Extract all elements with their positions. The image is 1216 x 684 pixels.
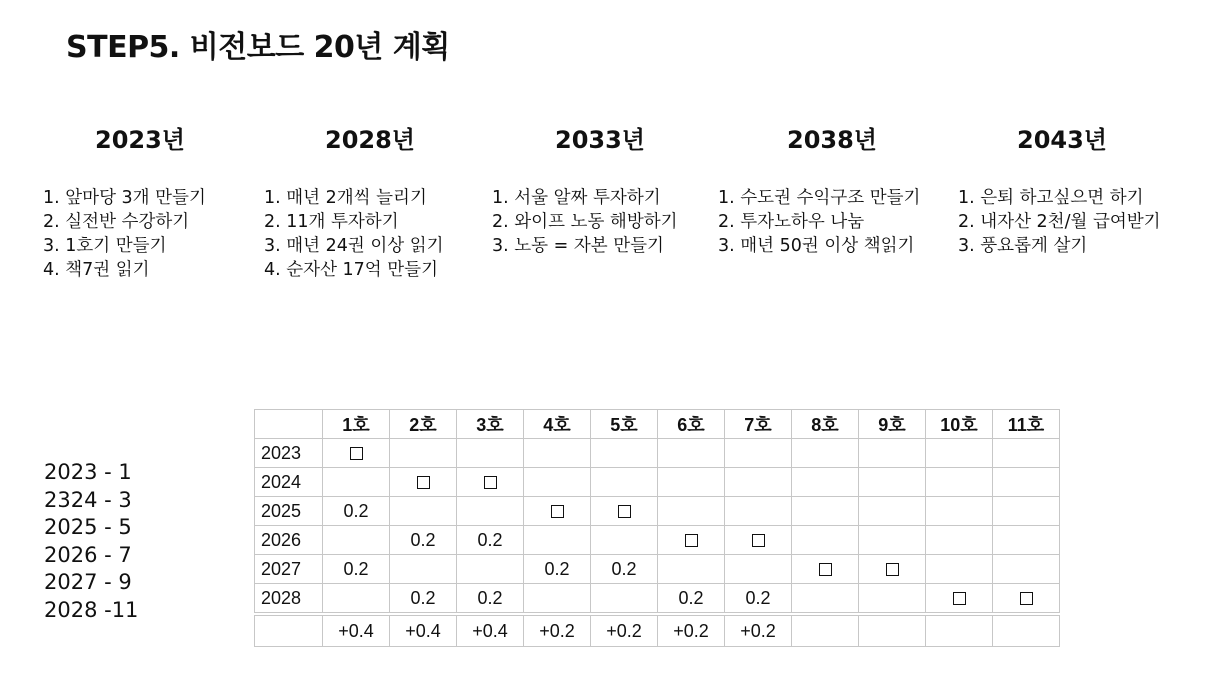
table-header-cell: 1호 [323,410,390,439]
table-cell [993,439,1060,468]
plan-item: 3. 1호기 만들기 [43,236,167,256]
table-cell [457,497,524,526]
table-cell [993,555,1060,584]
table-cell [859,584,926,615]
table-cell [993,584,1060,615]
table-cell [725,555,792,584]
table-cell [993,497,1060,526]
totals-label-cell [255,614,323,647]
plan-column-2038 [718,120,932,256]
table-cell [524,468,591,497]
table-cell [792,526,859,555]
checkbox-square-icon [685,534,698,547]
table-cell: 0.2 [457,526,524,555]
total-cell: +0.2 [524,614,591,647]
schedule-item: 2023 - 1 [44,460,132,484]
table-cell [658,526,725,555]
table-cell [457,468,524,497]
plan-item: 1. 은퇴 하고싶으면 하기 [958,188,1144,208]
table-cell [792,497,859,526]
table-cell [725,497,792,526]
table-cell: 0.2 [390,526,457,555]
table-cell [926,555,993,584]
table-cell: 0.2 [524,555,591,584]
table-cell [926,526,993,555]
row-year-cell: 2024 [255,468,323,497]
total-cell: +0.2 [591,614,658,647]
table-cell [859,497,926,526]
table-row [255,555,1060,584]
table-cell [457,439,524,468]
table-cell [859,468,926,497]
table-cell [524,439,591,468]
table-cell [591,497,658,526]
plan-column-2043 [958,120,1162,256]
plan-item: 4. 순자산 17억 만들기 [264,260,438,280]
row-year-cell: 2027 [255,555,323,584]
table-cell: 0.2 [323,497,390,526]
table-header-cell: 2호 [390,410,457,439]
plan-list [492,186,678,258]
table-cell [993,526,1060,555]
table-cell [792,468,859,497]
table-cell [390,468,457,497]
table-header-cell: 10호 [926,410,993,439]
total-cell [792,614,859,647]
table-cell [323,439,390,468]
table-cell [926,584,993,615]
row-year-cell: 2028 [255,584,323,615]
table-row [255,439,1060,468]
table-row [255,526,1060,555]
plan-column-2023 [40,120,240,280]
table-cell [658,497,725,526]
plan-column-2033 [492,120,700,256]
table-cell [926,497,993,526]
table-cell: 0.2 [390,584,457,615]
table-cell: 0.2 [591,555,658,584]
table-header-cell: 11호 [993,410,1060,439]
page-title: STEP5. 비전보드 20년 계획 [66,30,450,65]
table-header-cell: 8호 [792,410,859,439]
checkbox-square-icon [350,447,363,460]
table-cell [859,526,926,555]
table-header-cell: 9호 [859,410,926,439]
schedule-item: 2025 - 5 [44,515,132,539]
table-cell [524,584,591,615]
plan-year: 2043년 [1017,126,1107,154]
plan-year: 2028년 [325,126,415,154]
table-cell [792,555,859,584]
plan-item: 1. 매년 2개씩 늘리기 [264,188,427,208]
checkbox-square-icon [417,476,430,489]
plan-item: 2. 실전반 수강하기 [43,212,190,232]
table-cell: 0.2 [457,584,524,615]
table-cell [792,439,859,468]
plan-item: 2. 11개 투자하기 [264,212,399,232]
plan-list [718,186,920,258]
row-year-cell: 2025 [255,497,323,526]
checkbox-square-icon [819,563,832,576]
plan-item: 3. 풍요롭게 살기 [958,236,1088,256]
plan-item: 2. 내자산 2천/월 급여받기 [958,212,1161,232]
table-cell [926,439,993,468]
row-year-cell: 2023 [255,439,323,468]
total-cell: +0.2 [725,614,792,647]
table-cell [591,439,658,468]
plan-year: 2023년 [95,126,185,154]
plan-item: 1. 수도권 수익구조 만들기 [718,188,921,208]
table-cell [658,468,725,497]
table-cell [725,526,792,555]
schedule-item: 2027 - 9 [44,570,132,594]
plan-item: 3. 매년 50권 이상 책읽기 [718,236,915,256]
total-cell [859,614,926,647]
plan-year: 2033년 [555,126,645,154]
table-cell [658,555,725,584]
table-cell [926,468,993,497]
table-row [255,497,1060,526]
table-header-cell: 4호 [524,410,591,439]
table-cell [323,584,390,615]
total-cell: +0.4 [390,614,457,647]
table-cell [390,497,457,526]
plan-year: 2038년 [787,126,877,154]
table-header-cell: 6호 [658,410,725,439]
table-cell [725,468,792,497]
checkbox-square-icon [484,476,497,489]
plan-list [43,186,206,282]
checkbox-square-icon [886,563,899,576]
investment-table [254,409,1060,647]
table-cell [457,555,524,584]
plan-item: 2. 투자노하우 나눔 [718,212,865,232]
table-cell [725,439,792,468]
plan-item: 2. 와이프 노동 해방하기 [492,212,678,232]
total-cell [926,614,993,647]
table-cell [390,439,457,468]
plan-item: 3. 노동 = 자본 만들기 [492,236,664,256]
table-cell [658,439,725,468]
table-cell [524,526,591,555]
checkbox-square-icon [551,505,564,518]
table-cell [390,555,457,584]
table-cell [792,584,859,615]
table-header-cell: 5호 [591,410,658,439]
table-header-cell: 3호 [457,410,524,439]
table-cell [993,468,1060,497]
table-cell [591,584,658,615]
total-cell: +0.4 [457,614,524,647]
table-cell: 0.2 [658,584,725,615]
table-cell [591,526,658,555]
table-cell [323,526,390,555]
totals-row [255,614,1060,647]
plan-item: 1. 앞마당 3개 만들기 [43,188,206,208]
row-year-cell: 2026 [255,526,323,555]
plan-item: 4. 책7권 읽기 [43,260,150,280]
table-header-row [255,410,1060,439]
plan-list [958,186,1161,258]
total-cell: +0.2 [658,614,725,647]
schedule-item: 2026 - 7 [44,542,132,567]
checkbox-square-icon [953,592,966,605]
plan-column-2028 [264,120,470,280]
table-row [255,468,1060,497]
schedule-list [44,459,138,624]
plan-item: 1. 서울 알짜 투자하기 [492,188,661,208]
plan-item: 3. 매년 24권 이상 읽기 [264,236,444,256]
table-cell [524,497,591,526]
schedule-item: 2324 - 3 [44,487,132,512]
plan-list [264,186,444,282]
table-cell [859,439,926,468]
schedule-item: 2028 -11 [44,597,139,622]
total-cell: +0.4 [323,614,390,647]
checkbox-square-icon [618,505,631,518]
table-cell [323,468,390,497]
table-corner-cell [255,410,323,439]
table-header-cell: 7호 [725,410,792,439]
table-cell [591,468,658,497]
total-cell [993,614,1060,647]
table-cell [859,555,926,584]
checkbox-square-icon [1020,592,1033,605]
table-row [255,584,1060,615]
table-cell: 0.2 [725,584,792,615]
checkbox-square-icon [752,534,765,547]
table-cell: 0.2 [323,555,390,584]
